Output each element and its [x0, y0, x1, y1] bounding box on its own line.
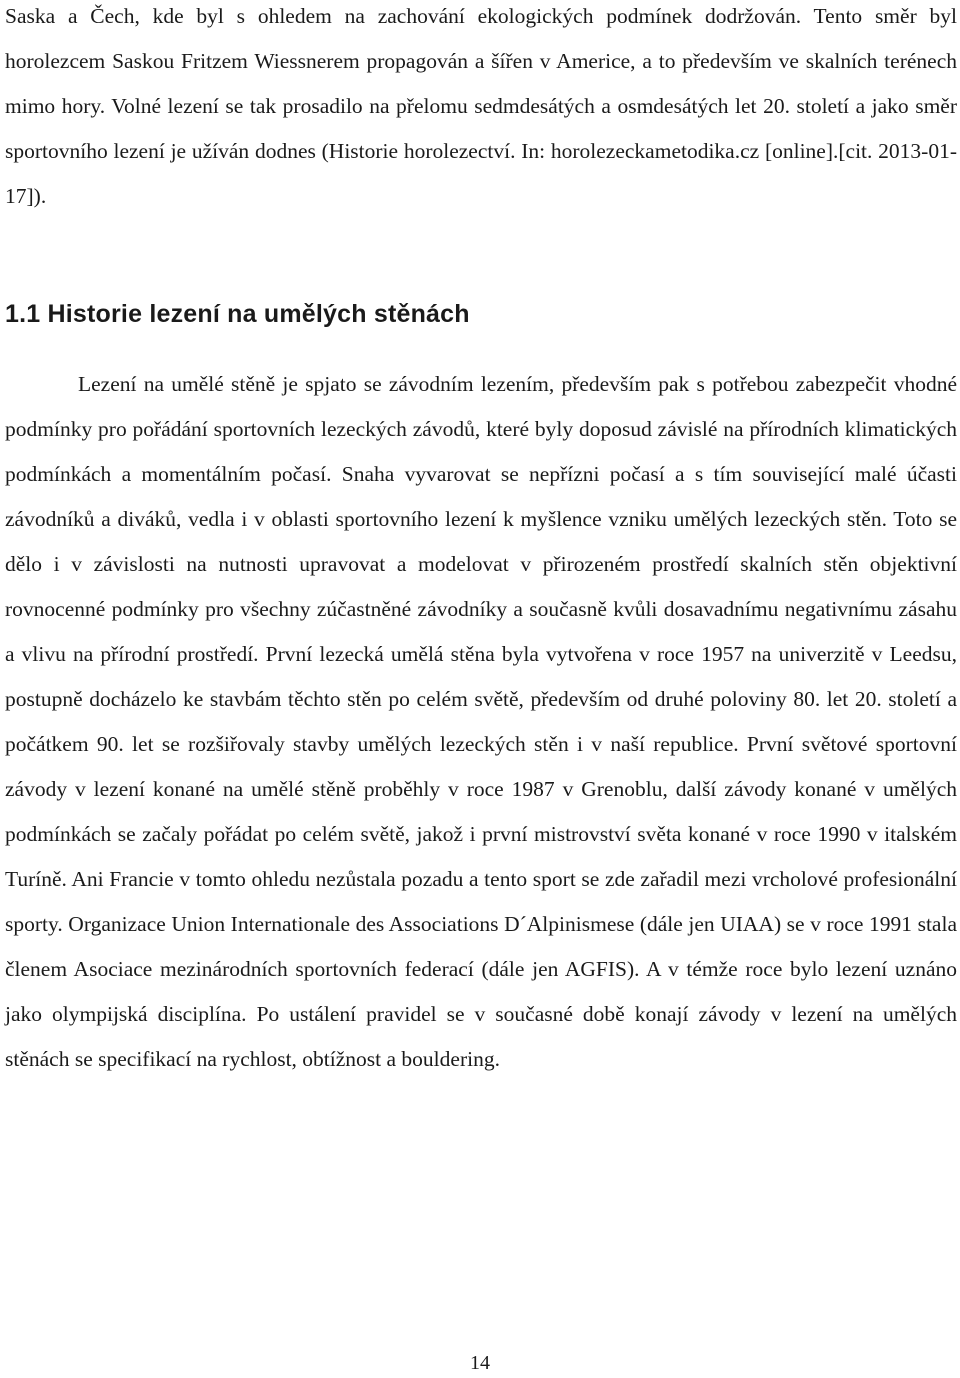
page-number: 14: [470, 1352, 490, 1374]
section-paragraph: Lezení na umělé stěně je spjato se závodním lezením, především pak s potřebou zabezpečit vhodné podmínky pro pořádání sportovních lezeckých závodů, které byly doposud závislé na přírodních klimatických podmínkách a momentálním počasí. Snaha vyvarovat se nepřízni počasí a s tím související malé účasti závodníků a diváků, vedla i v oblasti sportovního lezení k myšlence vzniku umělých lezeckých stěn. Toto se dělo i v závislosti na nutnosti upravovat a modelovat v přirozeném prostředí skalních stěn objektivní rovnocenné podmínky pro všechny zúčastněné závodníky a současně kvůli dosavadnímu negativnímu zásahu a vlivu na přírodní prostředí. První lezecká umělá stěna byla vytvořena v roce 1957 na univerzitě v Leedsu, postupně docházelo ke stavbám těchto stěn po celém světě, především od druhé poloviny 80. let 20. století a počátkem 90. let se rozšiřovaly stavby umělých lezeckých stěn i v naší republice. První světové sportovní závody v lezení konané na umělé stěně proběhly v roce 1987 v Grenoblu, další závody konané v umělých podmínkách se začaly pořádat po celém světě, jakož i první mistrovství světa konané v roce 1990 v italském Turíně. Ani Francie v tomto ohledu nezůstala pozadu a tento sport se zde zařadil mezi vrcholové profesionální sporty. Organizace Union Internationale des Associations D´Alpinismese (dále jen UIAA) se v roce 1991 stala členem Asociace mezinárodních sportovních federací (dále jen AGFIS). A v témže roce bylo lezení uznáno jako olympijská disciplína. Po ustálení pravidel se v současné době konají závody v lezení na umělých stěnách se specifikací na rychlost, obtížnost a bouldering.: [5, 372, 957, 1071]
intro-paragraph: Saska a Čech, kde byl s ohledem na zachování ekologických podmínek dodržován. Tento směr byl horolezcem Saskou Fritzem Wiessnerem propagován a šířen v Americe, a to především ve skalních terénech mimo hory. Volné lezení se tak prosadilo na přelomu sedmdesátých a osmdesátých let 20. století a jako směr sportovního lezení je užíván dodnes (Historie horolezectví. In: horolezeckametodika.cz [online].[cit. 2013-01-17]).: [5, 4, 957, 208]
section-heading: 1.1 Historie lezení na umělých stěnách: [5, 300, 470, 328]
